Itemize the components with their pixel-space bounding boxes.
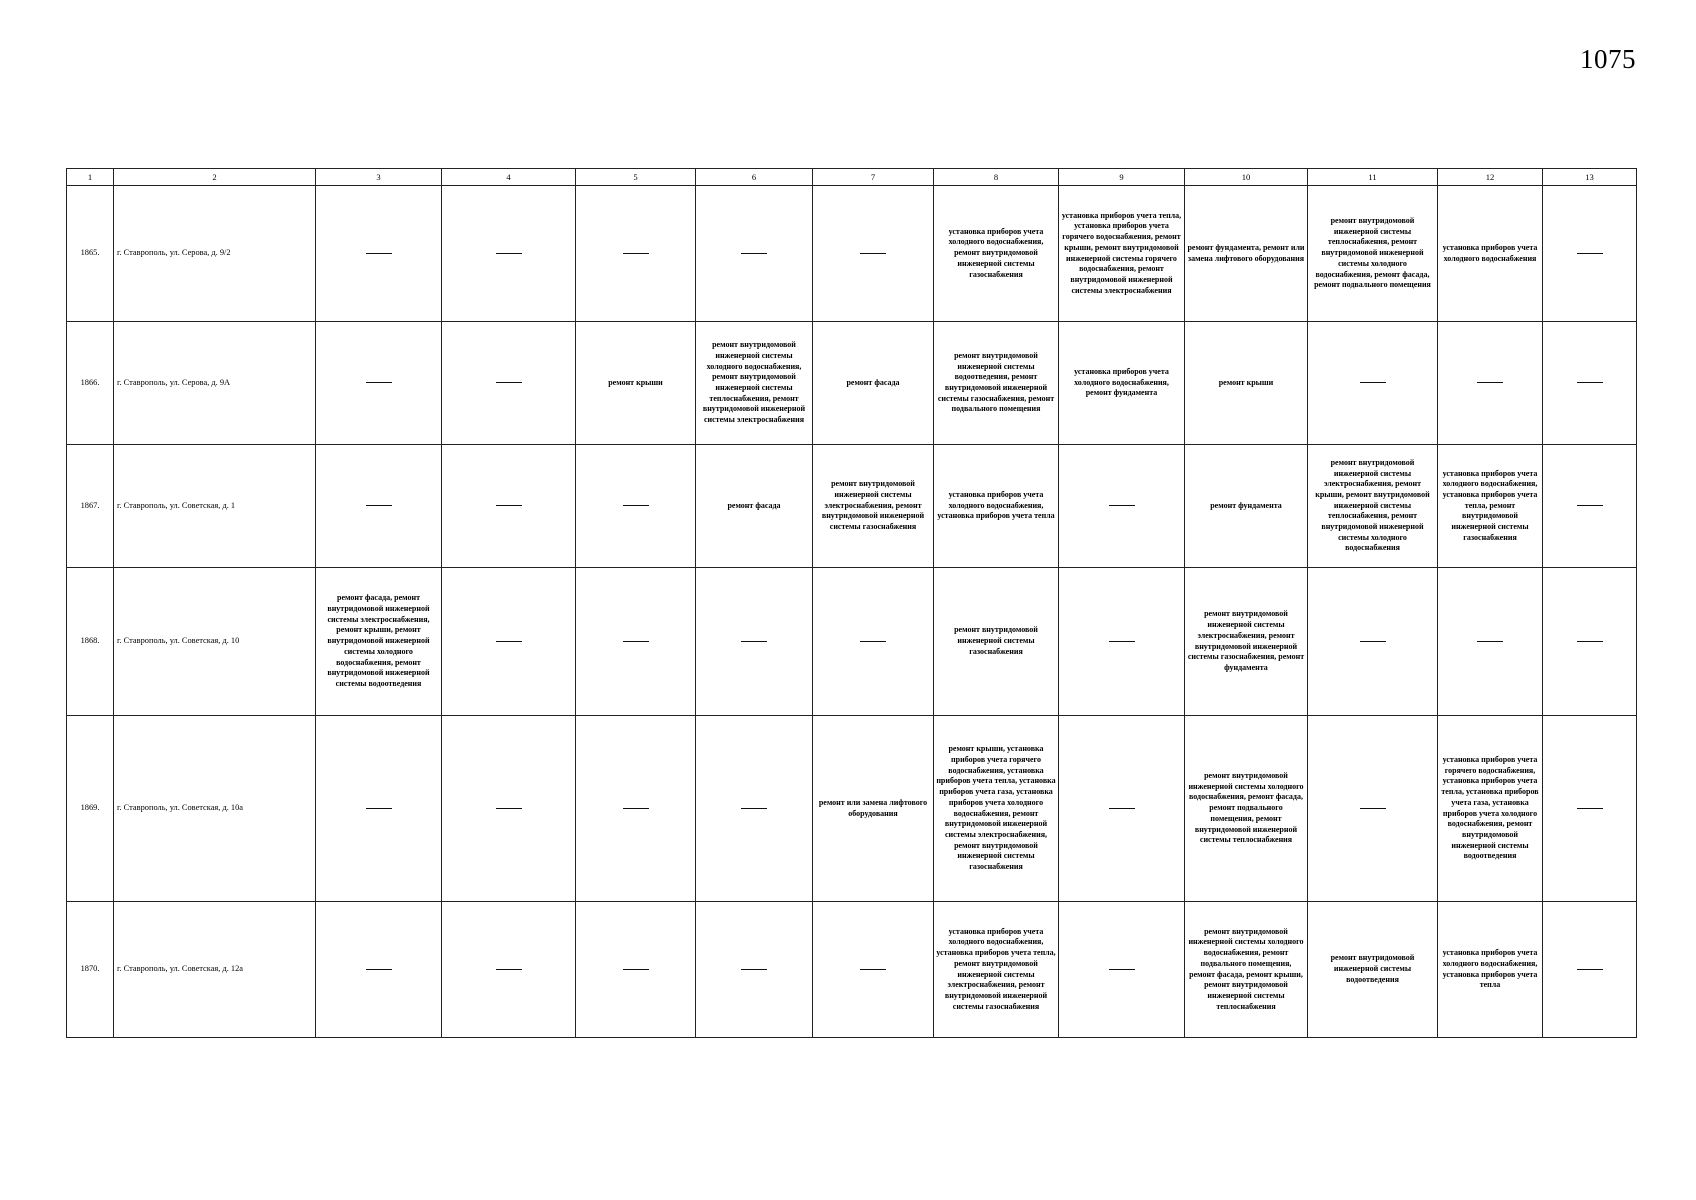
empty-cell (1059, 902, 1185, 1038)
empty-cell (1308, 568, 1438, 716)
empty-cell (442, 445, 576, 568)
table-row (67, 716, 1637, 902)
work-text: ремонт внутридомовой инженерной системы водоотведения (1330, 953, 1415, 984)
empty-cell (442, 322, 576, 445)
dash-mark (1477, 641, 1503, 642)
table-row (67, 902, 1637, 1038)
work-cell (934, 186, 1059, 322)
empty-cell (696, 568, 813, 716)
column-header: 3 (316, 169, 442, 186)
dash-mark (366, 505, 392, 506)
work-cell (1308, 186, 1438, 322)
column-header: 12 (1438, 169, 1543, 186)
empty-cell (1059, 568, 1185, 716)
empty-cell (1059, 445, 1185, 568)
work-text: ремонт фундамента, ремонт или замена лифтового оборудования (1187, 242, 1305, 263)
empty-cell (576, 445, 696, 568)
column-header: 10 (1185, 169, 1308, 186)
dash-mark (741, 641, 767, 642)
work-cell (1438, 716, 1543, 902)
column-header: 6 (696, 169, 813, 186)
dash-mark (1477, 382, 1503, 383)
empty-cell (1308, 322, 1438, 445)
empty-cell (1543, 902, 1637, 1038)
work-text: установка приборов учета холодного водоснабжения, ремонт внутридомовой инженерной системы газоснабжения (948, 226, 1044, 279)
empty-cell (316, 186, 442, 322)
work-cell (576, 322, 696, 445)
empty-cell (442, 568, 576, 716)
dash-mark (496, 808, 522, 809)
work-cell (316, 568, 442, 716)
address-cell: г. Ставрополь, ул. Серова, д. 9А (114, 322, 316, 445)
dash-mark (1577, 253, 1603, 254)
work-text: установка приборов учета холодного водоснабжения (1442, 242, 1538, 263)
work-cell (1185, 716, 1308, 902)
work-text: установка приборов учета холодного водоснабжения, установка приборов учета тепла, ремонт внутридомовой инженерной системы электроснабжения, ремонт внутридомовой инженерной системы газоснабжения (936, 926, 1056, 1011)
dash-mark (496, 253, 522, 254)
dash-mark (1360, 382, 1386, 383)
work-text: ремонт фундамента (1210, 500, 1282, 510)
dash-mark (1577, 969, 1603, 970)
table-row (67, 186, 1637, 322)
work-text: ремонт внутридомовой инженерной системы водоотведения, ремонт внутридомовой инженерной системы газоснабжения, ремонт подвального помещения (937, 350, 1055, 414)
row-number: 1866. (67, 322, 114, 445)
work-cell (1185, 322, 1308, 445)
empty-cell (576, 716, 696, 902)
work-text: ремонт или замена лифтового оборудования (818, 797, 928, 818)
dash-mark (1109, 808, 1135, 809)
row-number: 1865. (67, 186, 114, 322)
column-header: 5 (576, 169, 696, 186)
work-cell (1308, 902, 1438, 1038)
empty-cell (1438, 568, 1543, 716)
work-text: ремонт крыши, установка приборов учета горячего водоснабжения, установка приборов учета тепла, установка приборов учета газа, установка приборов учета холодного водоснабжения, ремонт внутридомовой инженерной системы электроснабжения, ремонт внутридомовой инженерной системы газоснабжения (936, 744, 1056, 872)
column-header: 9 (1059, 169, 1185, 186)
work-text: ремонт крыши (1218, 377, 1274, 387)
empty-cell (576, 568, 696, 716)
empty-cell (1543, 716, 1637, 902)
dash-mark (860, 969, 886, 970)
work-cell (1185, 445, 1308, 568)
work-text: ремонт внутридомовой инженерной системы теплоснабжения, ремонт внутридомовой инженерной системы холодного водоснабжения, ремонт фасада, ремонт подвального помещения (1314, 216, 1431, 290)
work-cell (1185, 568, 1308, 716)
empty-cell (696, 716, 813, 902)
work-text: ремонт крыши (608, 377, 663, 387)
work-text: ремонт внутридомовой инженерной системы холодного водоснабжения, ремонт внутридомовой инженерной системы теплоснабжения, ремонт внутридомовой инженерной системы электроснабжения (702, 340, 806, 425)
dash-mark (1577, 505, 1603, 506)
column-header: 1 (67, 169, 114, 186)
empty-cell (813, 186, 934, 322)
work-cell (1438, 902, 1543, 1038)
work-text: ремонт внутридомовой инженерной системы электроснабжения, ремонт крыши, ремонт внутридомовой инженерной системы теплоснабжения, ремонт внутридомовой инженерной системы холодного водоснабжения (1315, 457, 1430, 553)
work-cell (813, 445, 934, 568)
empty-cell (442, 186, 576, 322)
address-cell: г. Ставрополь, ул. Советская, д. 10а (114, 716, 316, 902)
empty-cell (813, 902, 934, 1038)
dash-mark (496, 641, 522, 642)
work-cell (813, 716, 934, 902)
work-text: ремонт внутридомовой инженерной системы холодного водоснабжения, ремонт фасада, ремонт подвального помещения, ремонт внутридомовой инженерной системы теплоснабжения (1188, 771, 1304, 845)
dash-mark (623, 505, 649, 506)
work-text: ремонт внутридомовой инженерной системы газоснабжения (954, 625, 1038, 656)
dash-mark (1577, 808, 1603, 809)
page-number: 1075 (1580, 44, 1636, 74)
work-cell (696, 322, 813, 445)
column-header: 8 (934, 169, 1059, 186)
empty-cell (316, 716, 442, 902)
column-header: 7 (813, 169, 934, 186)
empty-cell (1543, 322, 1637, 445)
empty-cell (576, 902, 696, 1038)
work-text: установка приборов учета холодного водоснабжения, установка приборов учета тепла (1442, 948, 1538, 990)
work-text: ремонт фасада, ремонт внутридомовой инженерной системы электроснабжения, ремонт крыши, ремонт внутридомовой инженерной системы холодного водоснабжения, ремонт внутридомовой инженерной системы водоотведения (327, 593, 430, 688)
empty-cell (442, 902, 576, 1038)
work-cell (934, 568, 1059, 716)
empty-cell (813, 568, 934, 716)
table-row (67, 568, 1637, 716)
dash-mark (496, 969, 522, 970)
row-number: 1870. (67, 902, 114, 1038)
work-text: ремонт внутридомовой инженерной системы электроснабжения, ремонт внутридомовой инженерной системы газоснабжения (821, 479, 925, 532)
empty-cell (1308, 716, 1438, 902)
work-cell (1438, 186, 1543, 322)
work-cell (934, 902, 1059, 1038)
address-cell: г. Ставрополь, ул. Советская, д. 12а (114, 902, 316, 1038)
empty-cell (1543, 445, 1637, 568)
dash-mark (741, 969, 767, 970)
empty-cell (696, 902, 813, 1038)
row-number: 1867. (67, 445, 114, 568)
repair-schedule-table (66, 168, 1637, 1038)
dash-mark (366, 253, 392, 254)
dash-mark (1360, 808, 1386, 809)
empty-cell (1438, 322, 1543, 445)
work-cell (934, 322, 1059, 445)
column-header: 11 (1308, 169, 1438, 186)
dash-mark (860, 253, 886, 254)
address-cell: г. Ставрополь, ул. Серова, д. 9/2 (114, 186, 316, 322)
row-number: 1869. (67, 716, 114, 902)
work-cell (1185, 186, 1308, 322)
work-cell (934, 716, 1059, 902)
work-text: установка приборов учета холодного водоснабжения, ремонт фундамента (1074, 366, 1169, 398)
address-cell: г. Ставрополь, ул. Советская, д. 10 (114, 568, 316, 716)
empty-cell (316, 902, 442, 1038)
dash-mark (1577, 382, 1603, 383)
work-text: ремонт внутридомовой инженерной системы электроснабжения, ремонт внутридомовой инженерной системы газоснабжения, ремонт фундамента (1187, 609, 1305, 672)
dash-mark (623, 641, 649, 642)
work-cell (1185, 902, 1308, 1038)
empty-cell (1543, 568, 1637, 716)
dash-mark (496, 382, 522, 383)
empty-cell (442, 716, 576, 902)
work-text: установка приборов учета холодного водоснабжения, установка приборов учета тепла, ремонт внутридомовой инженерной системы газоснабжения (1442, 468, 1538, 542)
work-text: установка приборов учета тепла, установка приборов учета горячего водоснабжения, ремонт крыши, ремонт внутридомовой инженерной системы горячего водоснабжения, ремонт внутридомовой инженерной системы электроснабжения (1061, 210, 1182, 295)
work-text: установка приборов учета горячего водоснабжения, установка приборов учета тепла, установка приборов учета газа, установка приборов учета холодного водоснабжения, ремонт внутридомовой инженерной системы водоотведения (1441, 754, 1539, 861)
dash-mark (860, 641, 886, 642)
column-header: 4 (442, 169, 576, 186)
dash-mark (623, 969, 649, 970)
dash-mark (1109, 505, 1135, 506)
work-text: ремонт фасада (727, 500, 781, 510)
work-text: ремонт фасада (846, 377, 900, 387)
work-cell (934, 445, 1059, 568)
dash-mark (1109, 969, 1135, 970)
work-cell (696, 445, 813, 568)
dash-mark (1109, 641, 1135, 642)
row-number: 1868. (67, 568, 114, 716)
work-cell (1059, 322, 1185, 445)
dash-mark (741, 253, 767, 254)
work-cell (1438, 445, 1543, 568)
work-text: ремонт внутридомовой инженерной системы холодного водоснабжения, ремонт подвального помещения, ремонт фасада, ремонт крыши, ремонт внутридомовой инженерной системы теплоснабжения (1188, 926, 1304, 1011)
dash-mark (496, 505, 522, 506)
address-cell: г. Ставрополь, ул. Советская, д. 1 (114, 445, 316, 568)
work-cell (813, 322, 934, 445)
table-row (67, 445, 1637, 568)
work-cell (1059, 186, 1185, 322)
dash-mark (366, 969, 392, 970)
dash-mark (366, 808, 392, 809)
empty-cell (696, 186, 813, 322)
column-number-header-row (67, 169, 1637, 186)
empty-cell (1543, 186, 1637, 322)
work-text: установка приборов учета холодного водоснабжения, установка приборов учета тепла (937, 489, 1055, 521)
dash-mark (366, 382, 392, 383)
dash-mark (623, 253, 649, 254)
empty-cell (576, 186, 696, 322)
column-header: 13 (1543, 169, 1637, 186)
dash-mark (741, 808, 767, 809)
empty-cell (316, 322, 442, 445)
column-header: 2 (114, 169, 316, 186)
empty-cell (1059, 716, 1185, 902)
table-row (67, 322, 1637, 445)
dash-mark (1360, 641, 1386, 642)
dash-mark (623, 808, 649, 809)
empty-cell (316, 445, 442, 568)
dash-mark (1577, 641, 1603, 642)
work-cell (1308, 445, 1438, 568)
